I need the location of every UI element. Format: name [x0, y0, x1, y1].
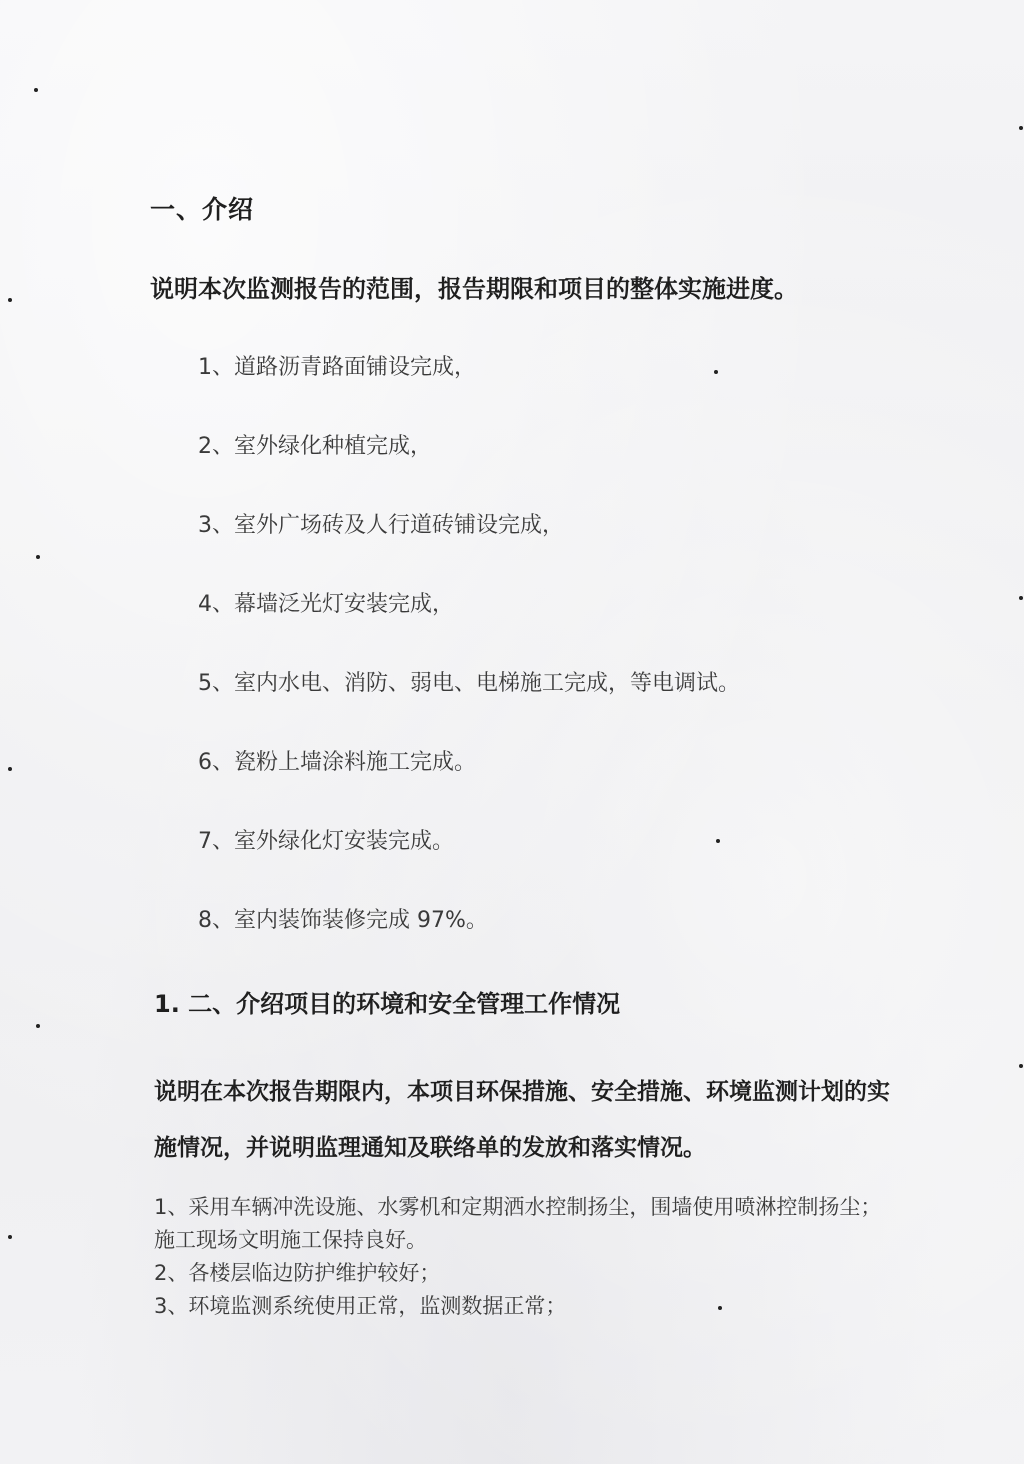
- section1-lead: 说明本次监测报告的范围，报告期限和项目的整体实施进度。: [150, 275, 798, 303]
- section2-heading: 1. 二、介绍项目的环境和安全管理工作情况: [154, 990, 621, 1018]
- speck: [8, 298, 12, 302]
- speck: [718, 1306, 722, 1310]
- list-item: 6、瓷粉上墙涂料施工完成。: [198, 750, 476, 775]
- speck: [8, 767, 12, 771]
- list-item: 2、各楼层临边防护维护较好；: [154, 1261, 441, 1285]
- section2-lead: 说明在本次报告期限内，本项目环保措施、安全措施、环境监测计划的实施情况，并说明监理通知及联络单的发放和落实情况。: [154, 1079, 890, 1161]
- speck: [36, 555, 40, 559]
- speck: [36, 1024, 40, 1028]
- list-item: 3、室外广场砖及人行道砖铺设完成，: [198, 513, 564, 538]
- measures-list: [154, 1191, 894, 1323]
- speck: [716, 839, 720, 843]
- list-item: 1、道路沥青路面铺设完成，: [198, 355, 476, 380]
- list-item: 3、环境监测系统使用正常，监测数据正常；: [154, 1294, 567, 1318]
- list-item: 1、采用车辆冲洗设施、水雾机和定期洒水控制扬尘，围墙使用喷淋控制扬尘；施工现场文明施工保持良好。: [154, 1195, 882, 1252]
- section1-heading: 一、介绍: [150, 195, 255, 224]
- speck: [1019, 1064, 1023, 1068]
- speck: [1019, 596, 1023, 600]
- list-item: 4、幕墙泛光灯安装完成，: [198, 592, 454, 617]
- progress-list: [198, 350, 740, 982]
- speck: [8, 1235, 12, 1239]
- list-item: 5、室内水电、消防、弱电、电梯施工完成，等电调试。: [198, 671, 740, 696]
- speck: [1019, 126, 1023, 130]
- list-item: 8、室内装饰装修完成 97%。: [198, 908, 488, 933]
- list-item: 7、室外绿化灯安装完成。: [198, 829, 454, 854]
- speck: [34, 88, 38, 92]
- speck: [714, 370, 718, 374]
- list-item: 2、室外绿化种植完成，: [198, 434, 432, 459]
